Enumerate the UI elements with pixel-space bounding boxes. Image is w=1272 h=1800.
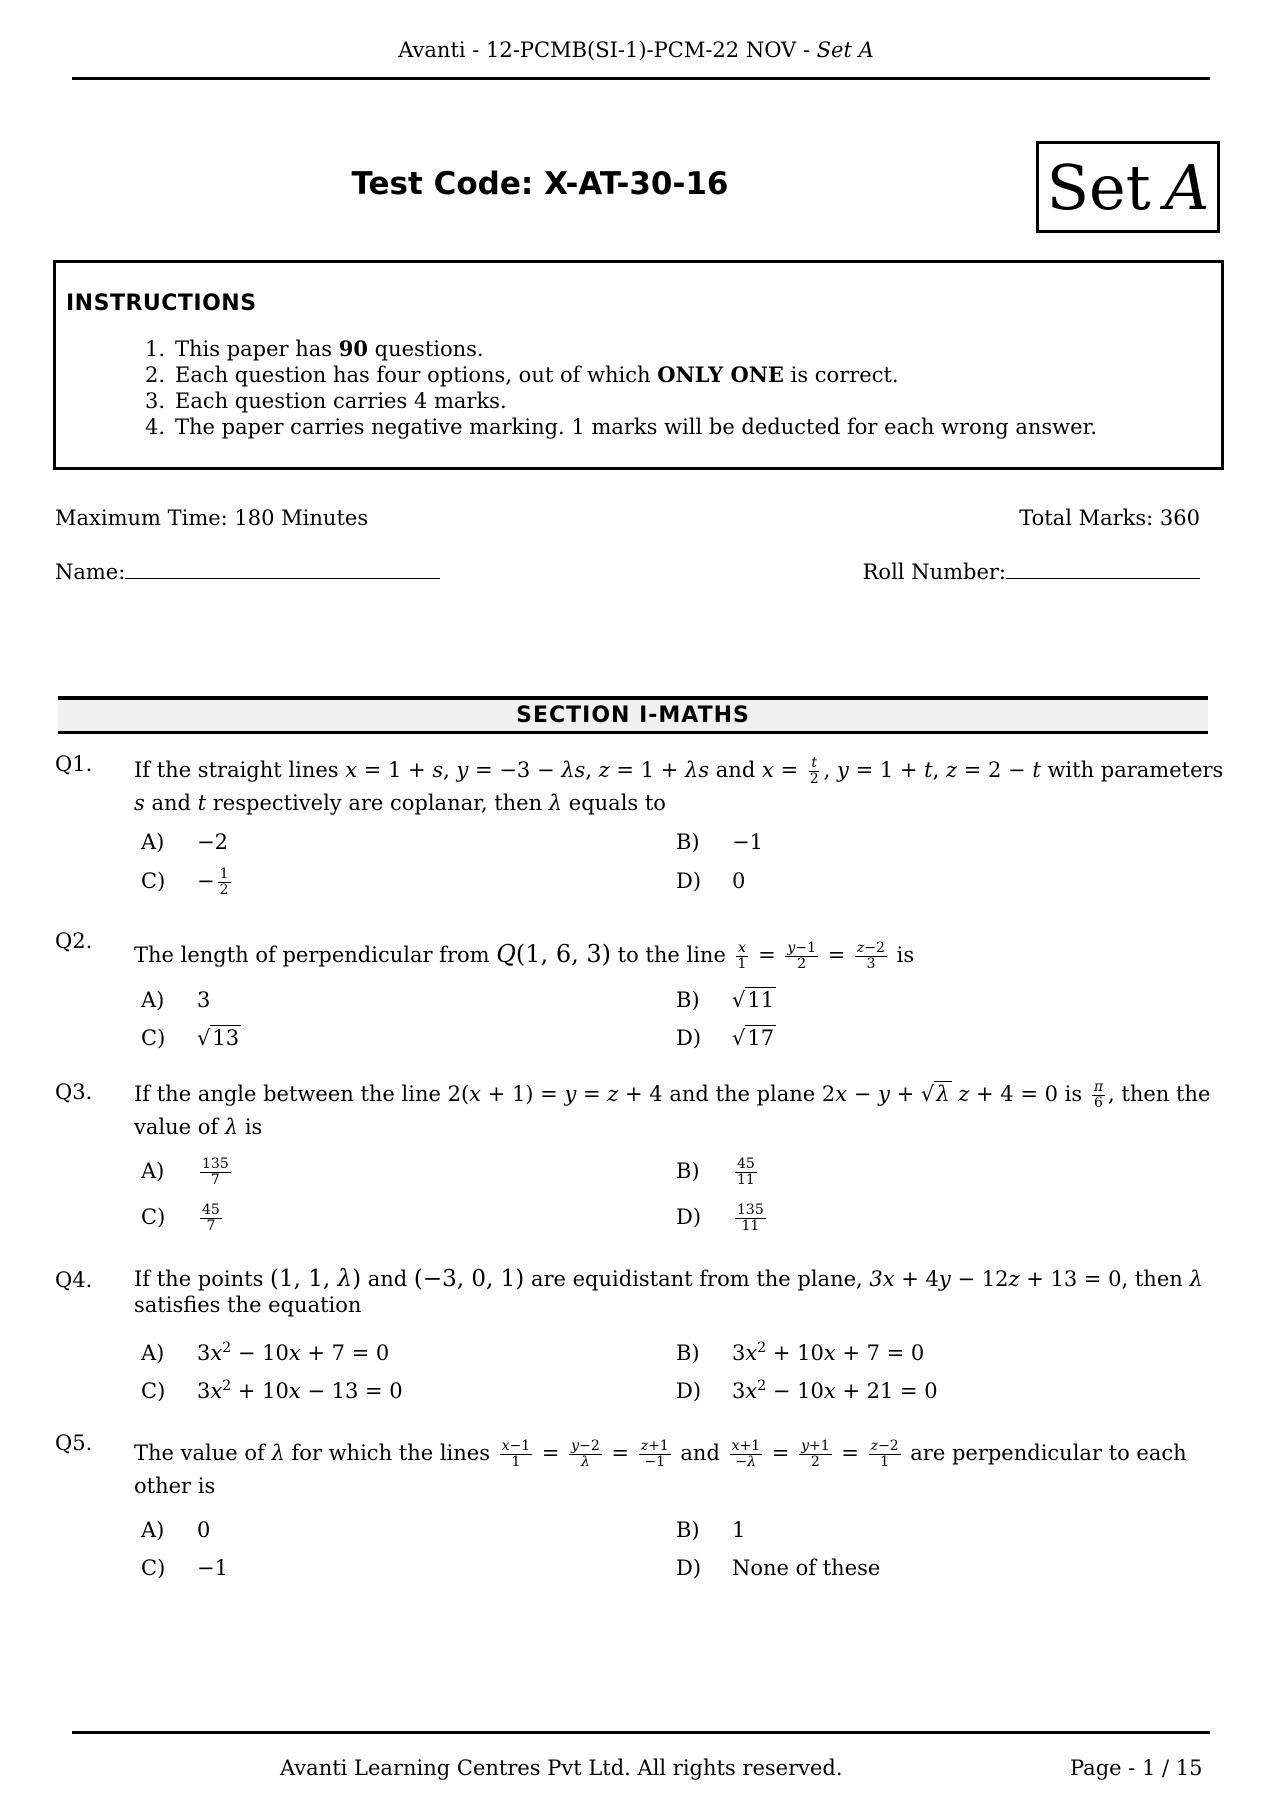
- instruction-item: 1. This paper has 90 questions.: [144, 336, 484, 361]
- option-a[interactable]: A) $3x^2 - 10x + 7 = 0$: [141, 1340, 390, 1365]
- question-text: If the points (1, 1, λ) and (−3, 0, 1) are equidistant from the plane, 3x + 4y − 12z + 13 = 0, then λ satisfies the equation: [134, 1266, 1203, 1317]
- option-b[interactable]: B) $3x^2 + 10x + 7 = 0$: [676, 1340, 925, 1365]
- option-b[interactable]: B) √11: [676, 988, 775, 1012]
- option-c[interactable]: C) $\frac{45}{7}$: [141, 1202, 220, 1234]
- question-text: If the straight lines x = 1 + s, y = −3 − λs, z = 1 + λs and x = $\frac{t}{2}$ , y = 1 + t, z = 2 − t with parameters s and t respectively are coplanar, then λ equals to: [134, 755, 1224, 815]
- question-number: Q3.: [55, 1080, 93, 1104]
- instruction-item: 2. Each question has four options, out of which ONLY ONE is correct.: [144, 362, 899, 387]
- option-b[interactable]: B) −1: [676, 830, 763, 854]
- instruction-item: 3. Each question carries 4 marks.: [144, 389, 507, 413]
- total-marks: Total Marks: 360: [1019, 506, 1200, 530]
- header-title: Avanti - 12-PCMB(SI-1)-PCM-22 NOV -: [398, 38, 817, 62]
- test-code: Test Code: X-AT-30-16: [351, 166, 729, 202]
- option-c[interactable]: C) $3x^2 + 10x - 13 = 0$: [141, 1378, 403, 1403]
- set-letter: A: [1164, 150, 1210, 224]
- option-b[interactable]: B) 1: [676, 1518, 746, 1542]
- option-d[interactable]: D) 0: [676, 869, 746, 893]
- header-set: Set A: [816, 38, 874, 62]
- option-a[interactable]: A) 0: [141, 1518, 211, 1542]
- option-d[interactable]: D) $3x^2 - 10x + 21 = 0$: [676, 1378, 938, 1403]
- question-text: The value of λ for which the lines $\frac{x-1}{1}$ = $\frac{y-2}{\lambda}$ = $\frac{z+1}{-1}$ and $\frac{x+1}{-\lambda}$ = $\frac{y+1}{2}$ = $\frac{z-2}{1}$ are perpendicular to each other is: [134, 1438, 1187, 1498]
- option-d[interactable]: D) None of these: [676, 1556, 881, 1580]
- footer-copyright: Avanti Learning Centres Pvt Ltd. All rights reserved.: [280, 1756, 843, 1780]
- section-header: SECTION I-MATHS: [58, 696, 1208, 734]
- option-a[interactable]: A) −2: [141, 830, 228, 854]
- roll-label: Roll Number:: [862, 560, 1006, 584]
- question-text: The length of perpendicular from Q(1, 6, 3) to the line $\frac{x}{1}$ = $\frac{y-1}{2}$ = $\frac{z-2}{3}$ is: [134, 940, 915, 972]
- option-d[interactable]: D) $\frac{135}{11}$: [676, 1202, 764, 1234]
- question-number: Q1.: [55, 752, 93, 776]
- option-c[interactable]: C) √13: [141, 1026, 240, 1050]
- name-field[interactable]: [125, 560, 440, 579]
- option-a[interactable]: A) $\frac{135}{7}$: [141, 1156, 229, 1188]
- name-field-row: [55, 560, 440, 584]
- running-header: [0, 38, 1272, 62]
- instruction-item: 4. The paper carries negative marking. 1 marks will be deducted for each wrong answer.: [144, 415, 1097, 439]
- question-number: Q2.: [55, 929, 93, 953]
- option-a[interactable]: A) 3: [141, 988, 211, 1012]
- question-text: If the angle between the line 2(x + 1) = y = z + 4 and the plane 2x − y + √λ z + 4 = 0 is $\frac{\pi}{6}$ , then the value of λ is: [134, 1079, 1211, 1139]
- instructions-title: INSTRUCTIONS: [66, 291, 257, 316]
- question-number: Q5.: [55, 1431, 93, 1455]
- option-b[interactable]: B) $\frac{45}{11}$: [676, 1156, 755, 1188]
- option-c[interactable]: C) −1: [141, 1556, 228, 1580]
- roll-number-field[interactable]: [1006, 560, 1200, 579]
- max-time: Maximum Time: 180 Minutes: [55, 506, 369, 530]
- option-d[interactable]: D) √17: [676, 1026, 775, 1050]
- option-c[interactable]: C) − $\frac{1}{2}$: [141, 866, 229, 898]
- set-badge: [1036, 141, 1220, 233]
- name-label: Name:: [55, 560, 126, 584]
- page-number: Page - 1 / 15: [1070, 1756, 1203, 1780]
- instructions-list: [131, 336, 1097, 440]
- question-number: Q4.: [55, 1268, 93, 1292]
- instructions-box: [53, 260, 1224, 470]
- header-rule: [72, 77, 1210, 80]
- roll-field-row: [863, 560, 1200, 584]
- set-label: Set: [1046, 150, 1151, 224]
- footer-rule: [72, 1731, 1210, 1734]
